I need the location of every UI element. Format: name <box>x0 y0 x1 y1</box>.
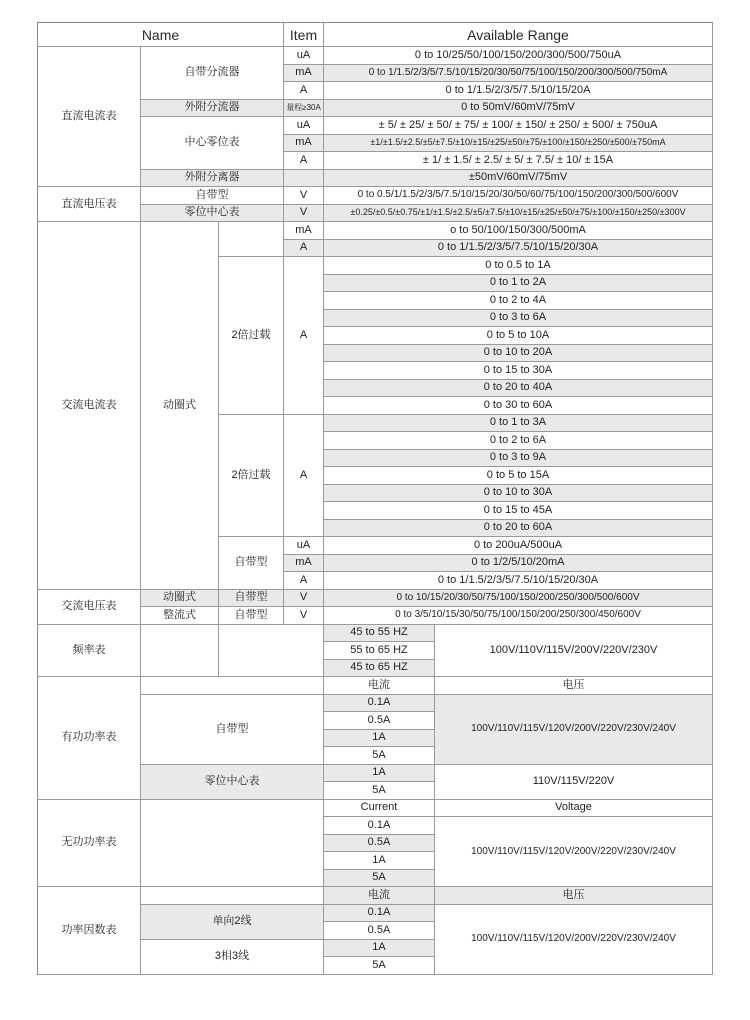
range-value: ±50mV/60mV/75mV <box>324 170 713 188</box>
range-value: 0 to 3/5/10/15/30/50/75/100/150/200/250/300/450/600V <box>324 607 713 625</box>
subname-builtin-shunt: 自带分流器 <box>141 47 284 100</box>
current-value: 0.1A <box>324 695 435 713</box>
current-value: 5A <box>324 747 435 765</box>
range-voltage: 100V/110V/115V/120V/200V/220V/230V/240V <box>435 905 713 975</box>
range-value: 0 to 2 to 6A <box>324 432 713 450</box>
subname-single-phase-2-wire: 单向2线 <box>141 905 324 940</box>
current-value: 0.1A <box>324 817 435 835</box>
range-value: ±0.25/±0.5/±0.75/±1/±1.5/±2.5/±5/±7.5/±10/±15/±25/±50/±75/±100/±150/±250/±300V <box>324 205 713 223</box>
item-ua: uA <box>284 47 324 65</box>
range-value: ± 5/ ± 25/ ± 50/ ± 75/ ± 100/ ± 150/ ± 250/ ± 500/ ± 750uA <box>324 117 713 135</box>
range-value: 0 to 1 to 2A <box>324 275 713 293</box>
range-value: ± 1/ ± 1.5/ ± 2.5/ ± 5/ ± 7.5/ ± 10/ ± 15A <box>324 152 713 170</box>
range-voltage: 100V/110V/115V/120V/200V/220V/230V/240V <box>435 695 713 765</box>
subname-empty <box>141 800 324 888</box>
range-value: 0 to 1/2/5/10/20mA <box>324 555 713 573</box>
item-v: V <box>284 205 324 223</box>
range-value: 0 to 3 to 6A <box>324 310 713 328</box>
range-value: 0 to 20 to 60A <box>324 520 713 538</box>
range-value: 0 to 0.5 to 1A <box>324 257 713 275</box>
current-value: 5A <box>324 782 435 800</box>
range-value: 0 to 1/1.5/2/3/5/7.5/10/15/20/30/50/75/100/150/200/300/500/750mA <box>324 65 713 83</box>
name-active-power-meter: 有功功率表 <box>38 677 141 800</box>
range-value: 0 to 10 to 20A <box>324 345 713 363</box>
current-value: 1A <box>324 730 435 748</box>
item-a: A <box>284 240 324 258</box>
subname-2x-overload: 2倍过载 <box>219 257 284 415</box>
range-hz: 45 to 55 HZ <box>324 625 435 643</box>
current-value: 0.1A <box>324 905 435 923</box>
range-value: 0 to 1/1.5/2/3/5/7.5/10/15/20/30A <box>324 240 713 258</box>
name-dc-voltmeter: 直流电压表 <box>38 187 141 222</box>
item-a: A <box>284 152 324 170</box>
range-value: 0 to 50mV/60mV/75mV <box>324 100 713 118</box>
subname-zero-center-meter: 零位中心表 <box>141 205 284 223</box>
item-empty <box>219 625 324 678</box>
header-item: Item <box>284 23 324 47</box>
subname-moving-coil: 动圈式 <box>141 222 219 590</box>
subname-empty <box>141 677 324 695</box>
range-value: 0 to 10/25/50/100/150/200/300/500/750uA <box>324 47 713 65</box>
item-ma: mA <box>284 135 324 153</box>
range-value: 0 to 5 to 15A <box>324 467 713 485</box>
current-value: 0.5A <box>324 922 435 940</box>
range-value: 0 to 10/15/20/30/50/75/100/150/200/250/300/500/600V <box>324 590 713 608</box>
name-power-factor-meter: 功率因数表 <box>38 887 141 975</box>
colhead-voltage-cn: 电压 <box>435 887 713 905</box>
item-a: A <box>284 82 324 100</box>
current-value: 1A <box>324 765 435 783</box>
range-value: o to 50/100/150/300/500mA <box>324 222 713 240</box>
item-range-over-30a: 量程≥30A <box>284 100 324 118</box>
subname-external-divider: 外附分离器 <box>141 170 284 188</box>
name-ac-ammeter: 交流电流表 <box>38 222 141 590</box>
subname-center-zero-meter: 中心零位表 <box>141 117 284 170</box>
range-value: 0 to 1/1.5/2/3/5/7.5/10/15/20A <box>324 82 713 100</box>
item-empty <box>284 170 324 188</box>
item-v: V <box>284 607 324 625</box>
subname-zero-center-meter: 零位中心表 <box>141 765 324 800</box>
name-dc-ammeter: 直流电流表 <box>38 47 141 187</box>
subname-builtin-type: 自带型 <box>141 187 284 205</box>
subname-2x-overload: 2倍过载 <box>219 415 284 538</box>
range-value: 0 to 0.5/1/1.5/2/3/5/7.5/10/15/20/30/50/60/75/100/150/200/300/500/600V <box>324 187 713 205</box>
item-a: A <box>284 572 324 590</box>
current-value: 1A <box>324 852 435 870</box>
name-frequency-meter: 频率表 <box>38 625 141 678</box>
range-value: 0 to 20 to 40A <box>324 380 713 398</box>
name-ac-voltmeter: 交流电压表 <box>38 590 141 625</box>
range-value: 0 to 1/1.5/2/3/5/7.5/10/15/20/30A <box>324 572 713 590</box>
item-ua: uA <box>284 117 324 135</box>
colhead-current-cn: 电流 <box>324 677 435 695</box>
range-hz: 45 to 65 HZ <box>324 660 435 678</box>
current-value: 0.5A <box>324 712 435 730</box>
item-ua: uA <box>284 537 324 555</box>
item-ma: mA <box>284 65 324 83</box>
range-voltage: 100V/110V/115V/120V/200V/220V/230V/240V <box>435 817 713 887</box>
range-value: 0 to 15 to 45A <box>324 502 713 520</box>
range-value: 0 to 200uA/500uA <box>324 537 713 555</box>
item-ma: mA <box>284 222 324 240</box>
item-v: V <box>284 187 324 205</box>
subname-builtin-type: 自带型 <box>219 537 284 590</box>
header-available-range: Available Range <box>324 23 713 47</box>
colhead-current: Current <box>324 800 435 818</box>
subname-rectifier: 整流式 <box>141 607 219 625</box>
range-value: 0 to 30 to 60A <box>324 397 713 415</box>
range-value: 0 to 10 to 30A <box>324 485 713 503</box>
range-voltage: 100V/110V/115V/200V/220V/230V <box>435 625 713 678</box>
subname-empty <box>219 222 284 257</box>
range-value: 0 to 15 to 30A <box>324 362 713 380</box>
subname-3-phase-3-wire: 3相3线 <box>141 940 324 975</box>
current-value: 1A <box>324 940 435 958</box>
subname-external-shunt: 外附分流器 <box>141 100 284 118</box>
range-value: 0 to 5 to 10A <box>324 327 713 345</box>
subname-builtin-type: 自带型 <box>219 590 284 608</box>
spec-table <box>37 22 713 975</box>
current-value: 5A <box>324 957 435 975</box>
current-value: 5A <box>324 870 435 888</box>
item-v: V <box>284 590 324 608</box>
colhead-current-cn: 电流 <box>324 887 435 905</box>
item-a: A <box>284 415 324 538</box>
item-ma: mA <box>284 555 324 573</box>
subname-moving-coil: 动圈式 <box>141 590 219 608</box>
current-value: 0.5A <box>324 835 435 853</box>
range-value: ±1/±1.5/±2.5/±5/±7.5/±10/±15/±25/±50/±75/±100/±150/±250/±500/±750mA <box>324 135 713 153</box>
range-voltage: 110V/115V/220V <box>435 765 713 800</box>
colhead-voltage-cn: 电压 <box>435 677 713 695</box>
range-value: 0 to 1 to 3A <box>324 415 713 433</box>
subname-empty <box>141 625 219 678</box>
range-hz: 55 to 65 HZ <box>324 642 435 660</box>
subname-builtin-type: 自带型 <box>141 695 324 765</box>
range-value: 0 to 2 to 4A <box>324 292 713 310</box>
name-reactive-power-meter: 无功功率表 <box>38 800 141 888</box>
subname-builtin-type: 自带型 <box>219 607 284 625</box>
colhead-voltage: Voltage <box>435 800 713 818</box>
subname-empty <box>141 887 324 905</box>
item-a: A <box>284 257 324 415</box>
header-name: Name <box>38 23 284 47</box>
range-value: 0 to 3 to 9A <box>324 450 713 468</box>
